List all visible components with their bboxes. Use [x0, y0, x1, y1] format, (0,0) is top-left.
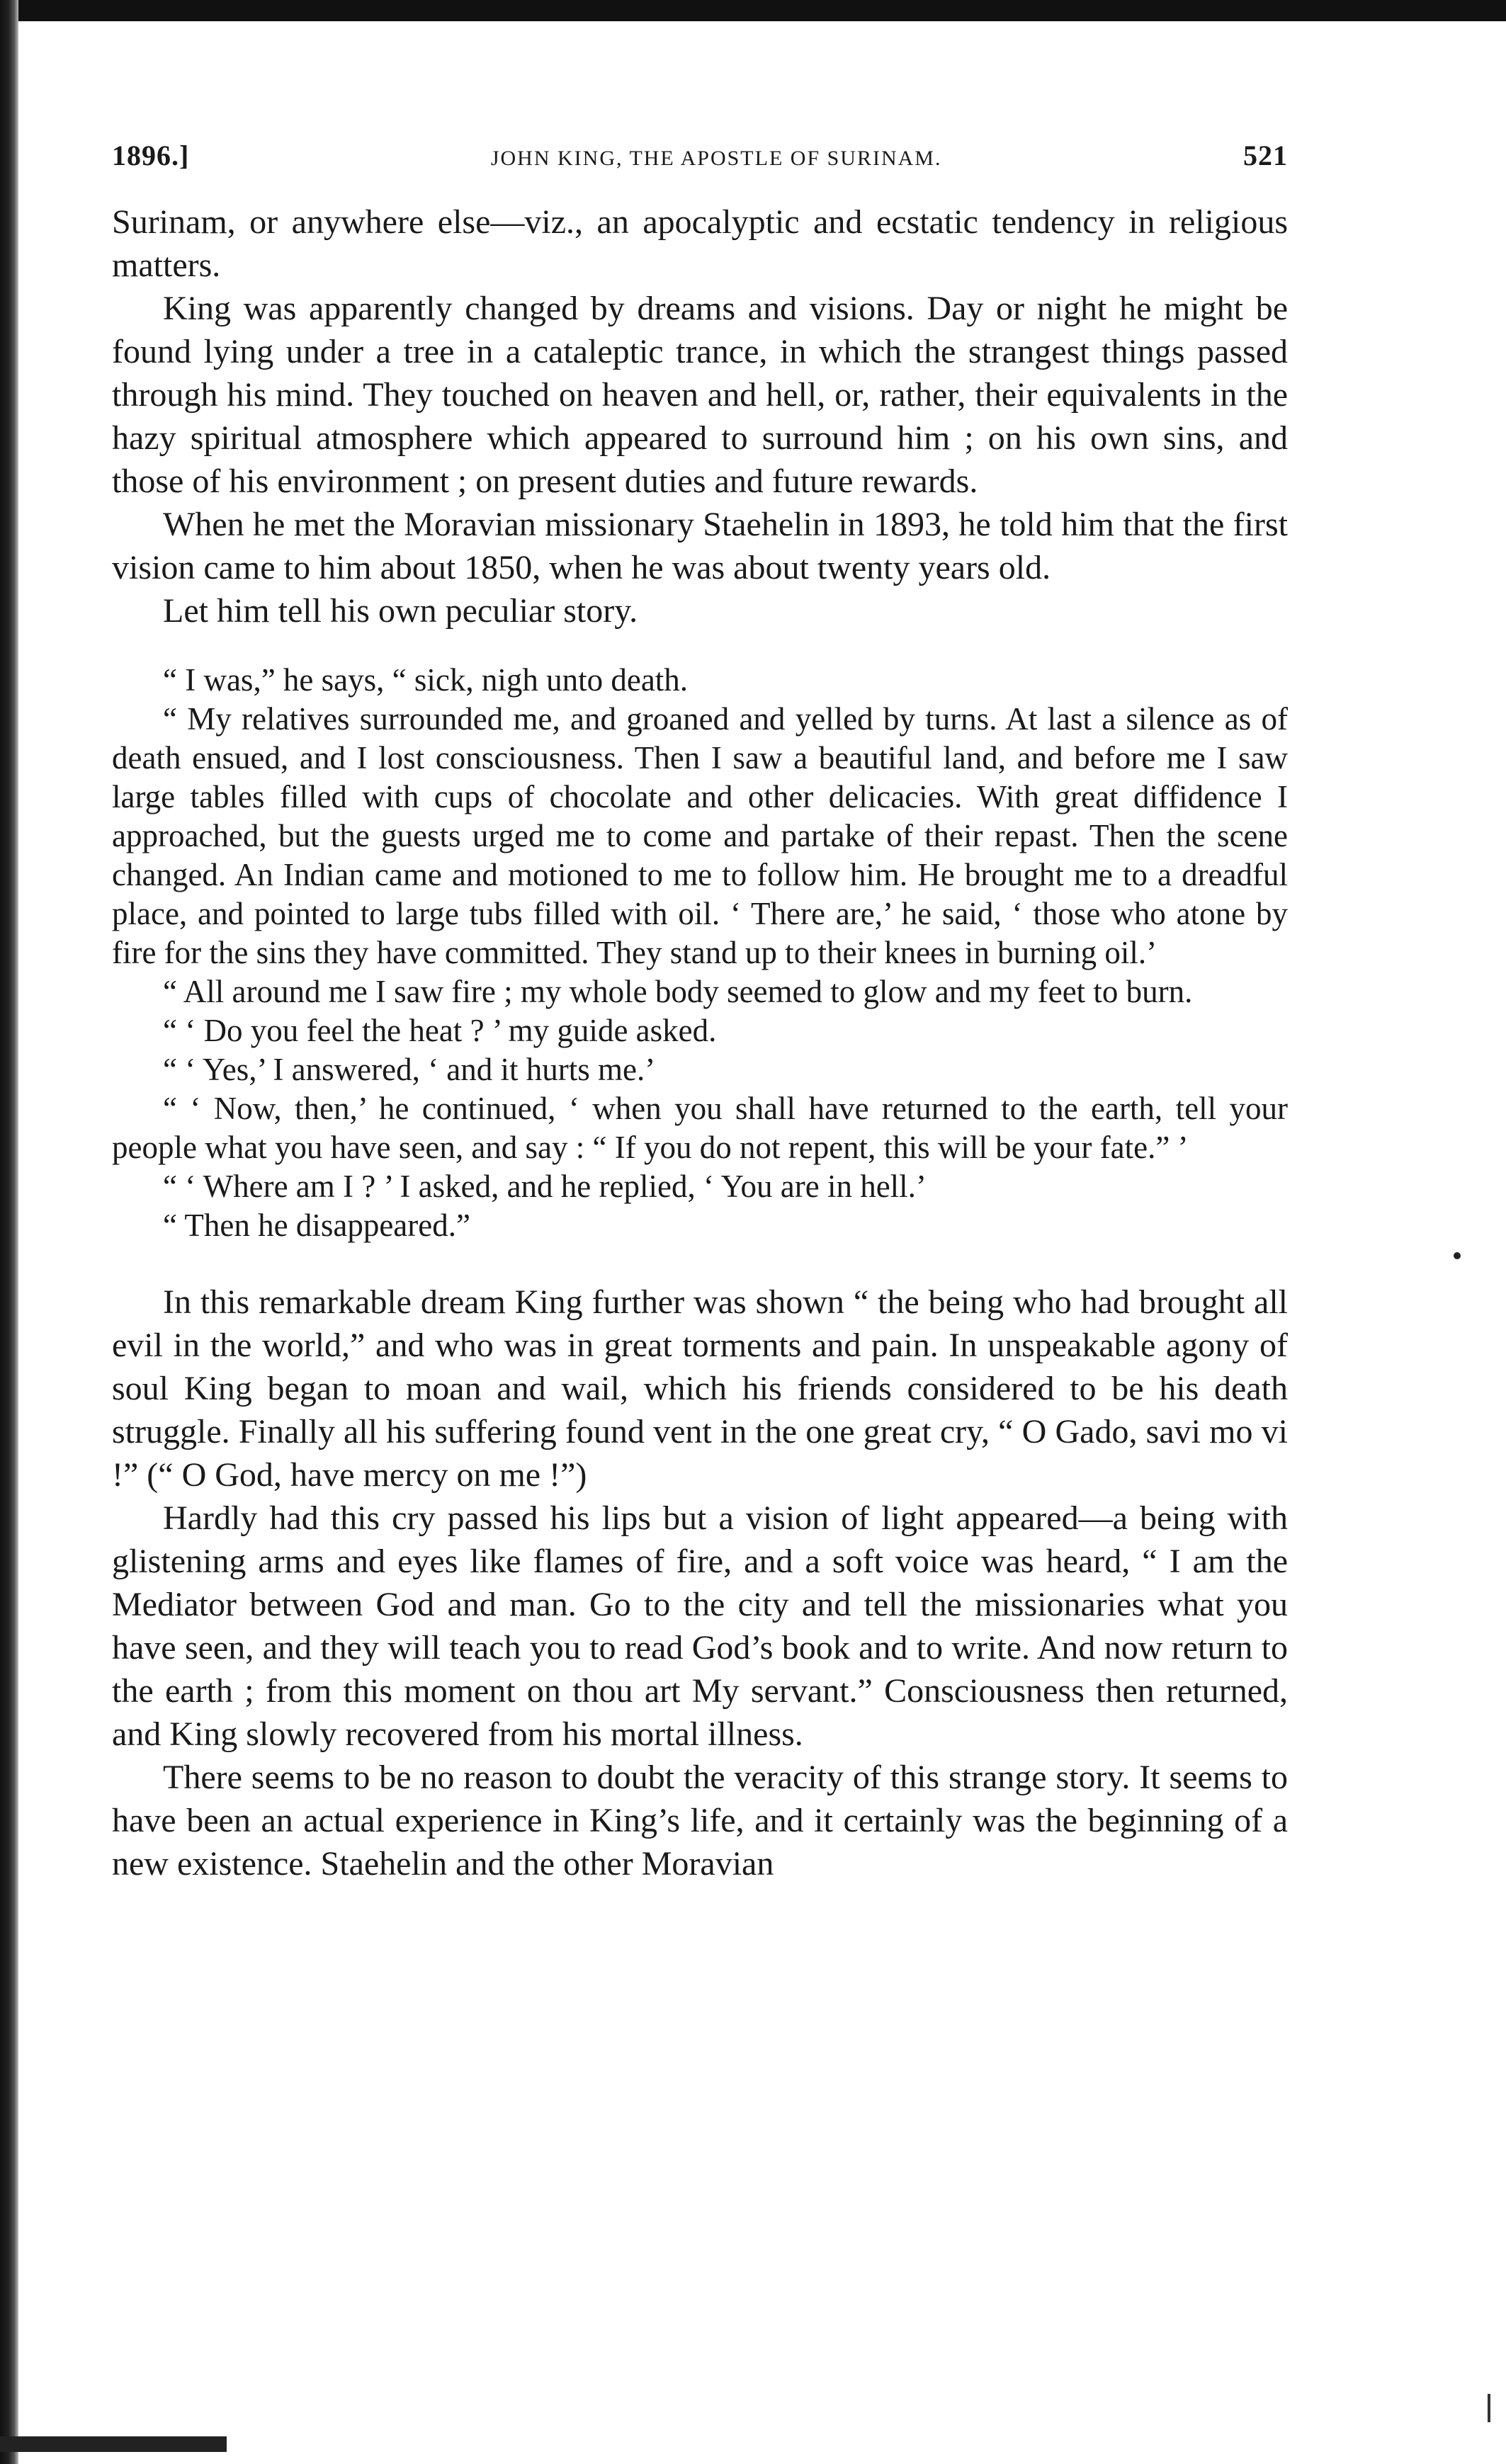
paragraph: Surinam, or anywhere else—viz., an apocalyptic and ecstatic tendency in religious matters.: [112, 203, 1288, 284]
running-head: [112, 139, 1288, 172]
header-year: 1896.]: [112, 140, 190, 171]
scan-edge-top: [0, 0, 1506, 21]
paragraph: Let him tell his own peculiar story.: [163, 592, 638, 630]
paragraph: There seems to be no reason to doubt the veracity of this strange story. It seems to have been an actual experience in King’s life, and it certainly was the beginning of a new existence. Staehelin and the other Moravian: [112, 1759, 1288, 1883]
page: [112, 139, 1288, 1885]
page-number: 521: [1242, 140, 1288, 171]
quote-paragraph: “ ‘ Yes,’ I answered, ‘ and it hurts me.’: [163, 1052, 656, 1087]
paragraph: In this remarkable dream King further was shown “ the being who had brought all evil in the world,” and who was in great torments and pain. In unspeakable agony of soul King began to moan and wail, which his friends considered to be his death struggle. Finally all his suffering found vent in the one great cry, “ O Gado, savi mo vi !” (“ O God, have mercy on me !”): [112, 1283, 1288, 1494]
scan-mark: [1488, 2394, 1490, 2422]
quote-paragraph: “ ‘ Now, then,’ he continued, ‘ when you shall have returned to the earth, tell your people what you have seen, and say : “ If you do not repent, this will be your fate.” ’: [112, 1091, 1288, 1165]
quote-paragraph: “ ‘ Where am I ? ’ I asked, and he replied, ‘ You are in hell.’: [163, 1169, 927, 1204]
block-quote: [112, 661, 1288, 1245]
body-before-quote: [112, 200, 1288, 632]
header-title: JOHN KING, THE APOSTLE OF SURINAM.: [490, 147, 942, 170]
scan-speck: [1454, 1252, 1461, 1259]
quote-paragraph: “ My relatives surrounded me, and groaned and yelled by turns. At last a silence as of death ensued, and I lost consciousness. Then I saw a beautiful land, and before me I saw large tables filled with cups of chocolate and other delicacies. With great diffidence I approached, but the guests urged me to come and partake of their repast. Then the scene changed. An Indian came and motioned to me to follow him. He brought me to a dreadful place, and pointed to large tubs filled with oil. ‘ There are,’ he said, ‘ those who atone by fire for the sins they have committed. They stand up to their knees in burning oil.’: [112, 701, 1288, 970]
paragraph: King was apparently changed by dreams and visions. Day or night he might be found lying under a tree in a cataleptic trance, in which the strangest things passed through his mind. They touched on heaven and hell, or, rather, their equivalents in the hazy spiritual atmosphere which appeared to surround him ; on his own sins, and those of his environment ; on present duties and future rewards.: [112, 290, 1288, 500]
body-after-quote: [112, 1281, 1288, 1885]
quote-paragraph: “ All around me I saw fire ; my whole body seemed to glow and my feet to burn.: [163, 974, 1193, 1009]
scan-edge-bottom: [0, 2436, 227, 2452]
quote-paragraph: “ Then he disappeared.”: [163, 1208, 470, 1243]
paragraph: Hardly had this cry passed his lips but a vision of light appeared—a being with glistening arms and eyes like flames of fire, and a soft voice was heard, “ I am the Mediator between God and man. Go to the city and tell the missionaries what you have seen, and they will teach you to read God’s book and to write. And now return to the earth ; from this moment on thou art My servant.” Consciousness then returned, and King slowly recovered from his mortal illness.: [112, 1499, 1288, 1753]
paragraph: When he met the Moravian missionary Staehelin in 1893, he told him that the first vision came to him about 1850, when he was about twenty years old.: [112, 506, 1288, 586]
quote-paragraph: “ ‘ Do you feel the heat ? ’ my guide asked.: [163, 1013, 717, 1048]
quote-paragraph: “ I was,” he says, “ sick, nigh unto death.: [163, 662, 689, 698]
scan-edge-left: [0, 0, 18, 2464]
